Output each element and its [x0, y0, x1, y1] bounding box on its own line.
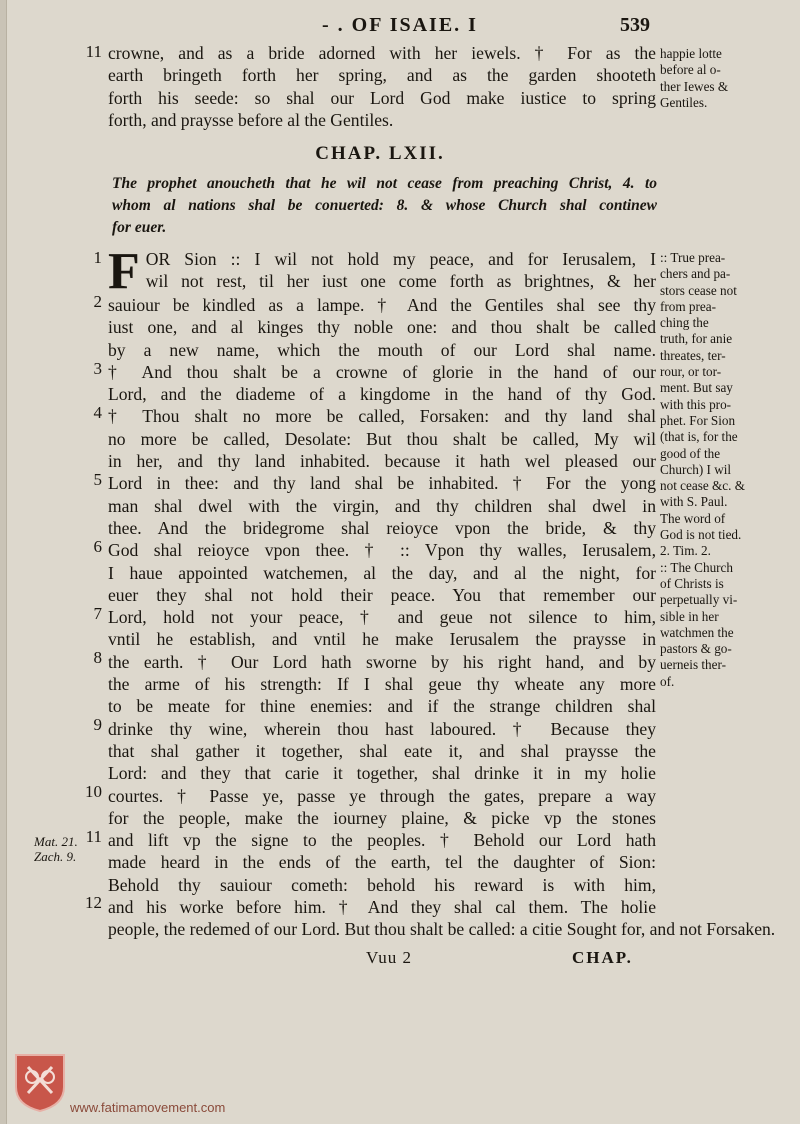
chapter-summary: [112, 173, 657, 239]
margin-line: :: True prea-: [660, 250, 726, 265]
margin-line: chers and pa-: [660, 266, 731, 282]
margin-note-left: [34, 834, 78, 864]
margin-line: ther Iewes &: [660, 78, 729, 94]
text-line: the arme of his strength: If I shal geue thy wheate any more: [108, 674, 656, 695]
margin-line: from prea-: [660, 298, 717, 314]
text-line: for the people, make the iourney plaine, & picke vp the stones: [108, 807, 656, 828]
catchword: CHAP.: [572, 948, 633, 967]
text-line: to be meate for thine enemies: and if the strange children shal: [108, 696, 656, 717]
margin-line: stors cease not: [660, 282, 737, 298]
margin-line: happie lotte: [660, 46, 722, 61]
verse-number: 12: [85, 893, 102, 912]
margin-line: Zach. 9.: [34, 849, 77, 864]
text-line: God shal reioyce vpon thee. † :: Vpon thy walles, Ierusalem,: [108, 540, 656, 561]
margin-line: ment. But say: [660, 380, 733, 396]
margin-line: Mat. 21.: [34, 834, 78, 849]
verse-number: 11: [85, 42, 102, 61]
text-line: † Thou shalt no more be called, Forsaken: and thy land shal: [108, 406, 656, 427]
margin-line: rour, or tor-: [660, 364, 722, 380]
website-link[interactable]: www.fatimamovement.com: [70, 1100, 226, 1115]
margin-line: of Christs is: [660, 575, 724, 591]
shield-logo-icon: [14, 1053, 66, 1113]
text-line: made heard in the ends of the earth, tel the daughter of Sion:: [108, 852, 656, 873]
text-line: OR Sion :: I wil not hold my peace, and for Ierusalem, I: [145, 249, 656, 269]
margin-line: perpetually vi-: [660, 592, 738, 608]
page-edge: [0, 0, 7, 1124]
margin-line: not cease &c. &: [660, 478, 745, 494]
summary-line: for euer.: [112, 219, 167, 236]
text-line: vntil he establish, and vntil he make Ierusalem the praysse in: [108, 629, 656, 650]
margin-line: truth, for anie: [660, 331, 733, 347]
text-line: † And thou shalt be a crowne of glorie in the hand of our: [108, 361, 656, 382]
page-number: 539: [620, 14, 650, 36]
margin-line: before al o-: [660, 62, 721, 78]
margin-note-top: [660, 46, 766, 111]
margin-line: sible in her: [660, 608, 719, 624]
margin-line: Gentiles.: [660, 94, 708, 110]
verse-number: 9: [93, 715, 102, 734]
text-line: forth his seede: so shal our Lord God make iustice to spring: [108, 87, 656, 108]
summary-line: The prophet anoucheth that he wil not cease from preaching Christ, 4. to: [112, 175, 657, 192]
margin-line: good of the: [660, 445, 721, 461]
margin-line: ching the: [660, 315, 709, 331]
signature-mark: Vuu 2: [366, 948, 413, 967]
verse-number: 2: [93, 292, 102, 311]
running-header: - . OF ISAIE. I: [322, 14, 478, 36]
verse-number: 1: [93, 248, 102, 267]
margin-line: Church) I wil: [660, 461, 732, 477]
margin-line: threates, ter-: [660, 347, 726, 363]
margin-line: phet. For Sion: [660, 412, 736, 428]
text-line: iust one, and al kinges thy noble one: and thou shalt be called: [108, 317, 656, 338]
text-line: man shal dwel with the virgin, and thy children shal dwel in: [108, 495, 656, 516]
text-line: crowne, and as a bride adorned with her iewels. † For as the: [108, 43, 656, 63]
margin-line: pastors & go-: [660, 641, 732, 657]
margin-line: watchmen the: [660, 624, 734, 640]
verse-number: 11: [85, 827, 102, 846]
verse-number: 4: [93, 403, 102, 422]
summary-line: whom al nations shal be conuerted: 8. & whose Church shal continew: [112, 197, 657, 214]
text-line: drinke thy wine, wherein thou hast laboured. † Because they: [108, 718, 656, 739]
margin-note-right: [660, 250, 766, 690]
text-line: courtes. † Passe ye, passe ye through the gates, prepare a way: [108, 785, 656, 806]
chapter-heading: CHAP. LXII.: [315, 143, 445, 164]
text-line: Lord in thee: and thy land shal be inhabited. † For the yong: [108, 473, 656, 494]
text-line: Lord: and they that carie it together, shal drinke it in my holie: [108, 763, 656, 784]
verse-number: 10: [85, 782, 102, 801]
verse-number: 6: [93, 537, 102, 556]
text-line: and his worke before him. † And they shal cal them. The holie: [108, 897, 656, 918]
text-line: in her, and thy land inhabited. because it hath wel pleased our: [108, 451, 656, 472]
text-line: Lord, and the diademe of a kingdome in the hand of thy God.: [108, 384, 656, 405]
text-line: earth bringeth forth her spring, and as the garden shooteth: [108, 65, 656, 86]
text-line: I haue appointed watchemen, al the day, and al the night, for: [108, 562, 656, 583]
text-line: the earth. † Our Lord hath sworne by his right hand, and by: [108, 651, 656, 672]
text-line: wil not rest, til her iust one come forth as brightnes, & her: [145, 271, 656, 292]
margin-line: with this pro-: [660, 396, 732, 412]
text-line: and lift vp the signe to the peoples. † Behold our Lord hath: [108, 830, 656, 851]
verse-number: 5: [93, 470, 102, 489]
verse-number: 7: [93, 604, 102, 623]
margin-line: God is not tied.: [660, 527, 742, 543]
verse-number: 3: [93, 359, 102, 378]
margin-line: with S. Paul.: [660, 494, 728, 510]
margin-line: The word of: [660, 510, 726, 526]
text-line: no more be called, Desolate: But thou shalt be called, My wil: [108, 428, 656, 449]
margin-line: uerneis ther-: [660, 657, 727, 673]
drop-cap: F: [108, 243, 140, 300]
margin-line: 2. Tim. 2.: [660, 543, 711, 559]
margin-line: :: The Church: [660, 559, 734, 575]
text-line: sauiour be kindled as a lampe. † And the Gentiles shal see thy: [108, 295, 656, 315]
text-line: euer they shal not hold their peace. You that remember our: [108, 584, 656, 605]
text-line: forth, and praysse before al the Gentiles.: [108, 109, 394, 130]
margin-line: (that is, for the: [660, 429, 738, 445]
margin-line: of.: [660, 673, 675, 689]
text-line: people, the redemed of our Lord. But thou shalt be called: a citie Sought for, and not Forsaken.: [108, 919, 776, 940]
prior-chapter-text: [85, 42, 656, 131]
verse-number: 8: [93, 648, 102, 667]
text-line: Behold thy sauiour cometh: behold his reward is with him,: [108, 874, 656, 895]
text-line: thee. And the bridegrome shal reioyce vpon the bride, & thy: [108, 517, 656, 538]
text-line: by a new name, which the mouth of our Lord shal name.: [108, 339, 656, 360]
text-line: Lord, hold not your peace, † and geue not silence to him,: [108, 607, 656, 628]
text-line: that shal gather it together, shal eate it, and shal praysse the: [108, 740, 656, 761]
